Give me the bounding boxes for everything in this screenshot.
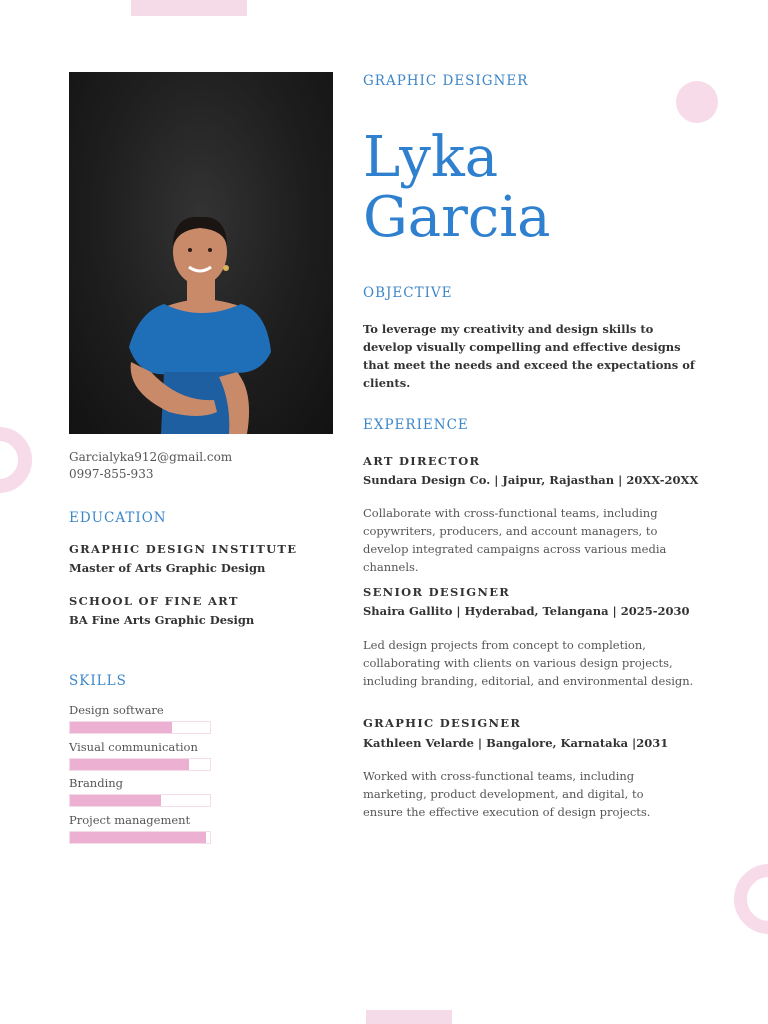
first-name: Lyka	[363, 125, 499, 190]
last-name: Garcia	[363, 185, 551, 250]
skill-bar-fill	[70, 795, 161, 806]
experience-role-2: SENIOR DESIGNER	[363, 585, 511, 599]
skill-bar-fill	[70, 759, 189, 770]
education-heading: EDUCATION	[69, 510, 167, 526]
contact-block	[69, 449, 232, 483]
skill-bar	[69, 758, 211, 771]
experience-desc-3: Worked with cross-functional teams, including marketing, product development, and digital, to ensure the effective execution of design projects.	[363, 769, 651, 819]
skill-bar	[69, 721, 211, 734]
skill-label: Project management	[69, 813, 191, 827]
skill-label: Design software	[69, 703, 164, 717]
skills-heading: SKILLS	[69, 673, 127, 689]
education-degree-2: BA Fine Arts Graphic Design	[69, 613, 255, 627]
decorative-bar-bottom	[366, 1010, 452, 1024]
phone-text: 0997-855-933	[69, 467, 154, 481]
education-school-1: GRAPHIC DESIGN INSTITUTE	[69, 542, 298, 556]
person-name	[363, 125, 551, 250]
decorative-dot	[676, 81, 718, 123]
job-title: GRAPHIC DESIGNER	[363, 73, 529, 89]
education-school-2: SCHOOL OF FINE ART	[69, 594, 239, 608]
person-illustration	[69, 72, 333, 434]
decorative-ring-right	[734, 864, 768, 934]
experience-detail-2: Shaira Gallito | Hyderabad, Telangana | 2025-2030	[363, 604, 690, 618]
decorative-bar-top	[131, 0, 247, 16]
skill-label: Branding	[69, 776, 124, 790]
profile-photo	[69, 72, 333, 434]
skill-bar-fill	[70, 832, 206, 843]
skill-label: Visual communication	[69, 740, 198, 754]
email-text[interactable]: Garcialyka912@gmail.com	[69, 450, 233, 464]
education-degree-1: Master of Arts Graphic Design	[69, 561, 266, 575]
skill-bar	[69, 794, 211, 807]
experience-detail-1: Sundara Design Co. | Jaipur, Rajasthan | 20XX-20XX	[363, 473, 699, 487]
skill-bar-fill	[70, 722, 172, 733]
decorative-ring-left	[0, 427, 32, 493]
skill-bar	[69, 831, 211, 844]
experience-detail-3: Kathleen Velarde | Bangalore, Karnataka |2031	[363, 736, 669, 750]
experience-desc-1: Collaborate with cross-functional teams, including copywriters, producers, and account managers, to develop integrated campaigns across various media channels.	[363, 506, 667, 574]
experience-role-3: GRAPHIC DESIGNER	[363, 716, 522, 730]
experience-role-1: ART DIRECTOR	[363, 454, 481, 468]
experience-desc-2: Led design projects from concept to completion, collaborating with clients on various design projects, including branding, editorial, and environmental design.	[363, 638, 694, 688]
experience-heading: EXPERIENCE	[363, 417, 469, 433]
objective-heading: OBJECTIVE	[363, 285, 453, 301]
objective-text: To leverage my creativity and design skills to develop visually compelling and effective designs that meet the needs and exceed the expectations of clients.	[363, 322, 695, 390]
